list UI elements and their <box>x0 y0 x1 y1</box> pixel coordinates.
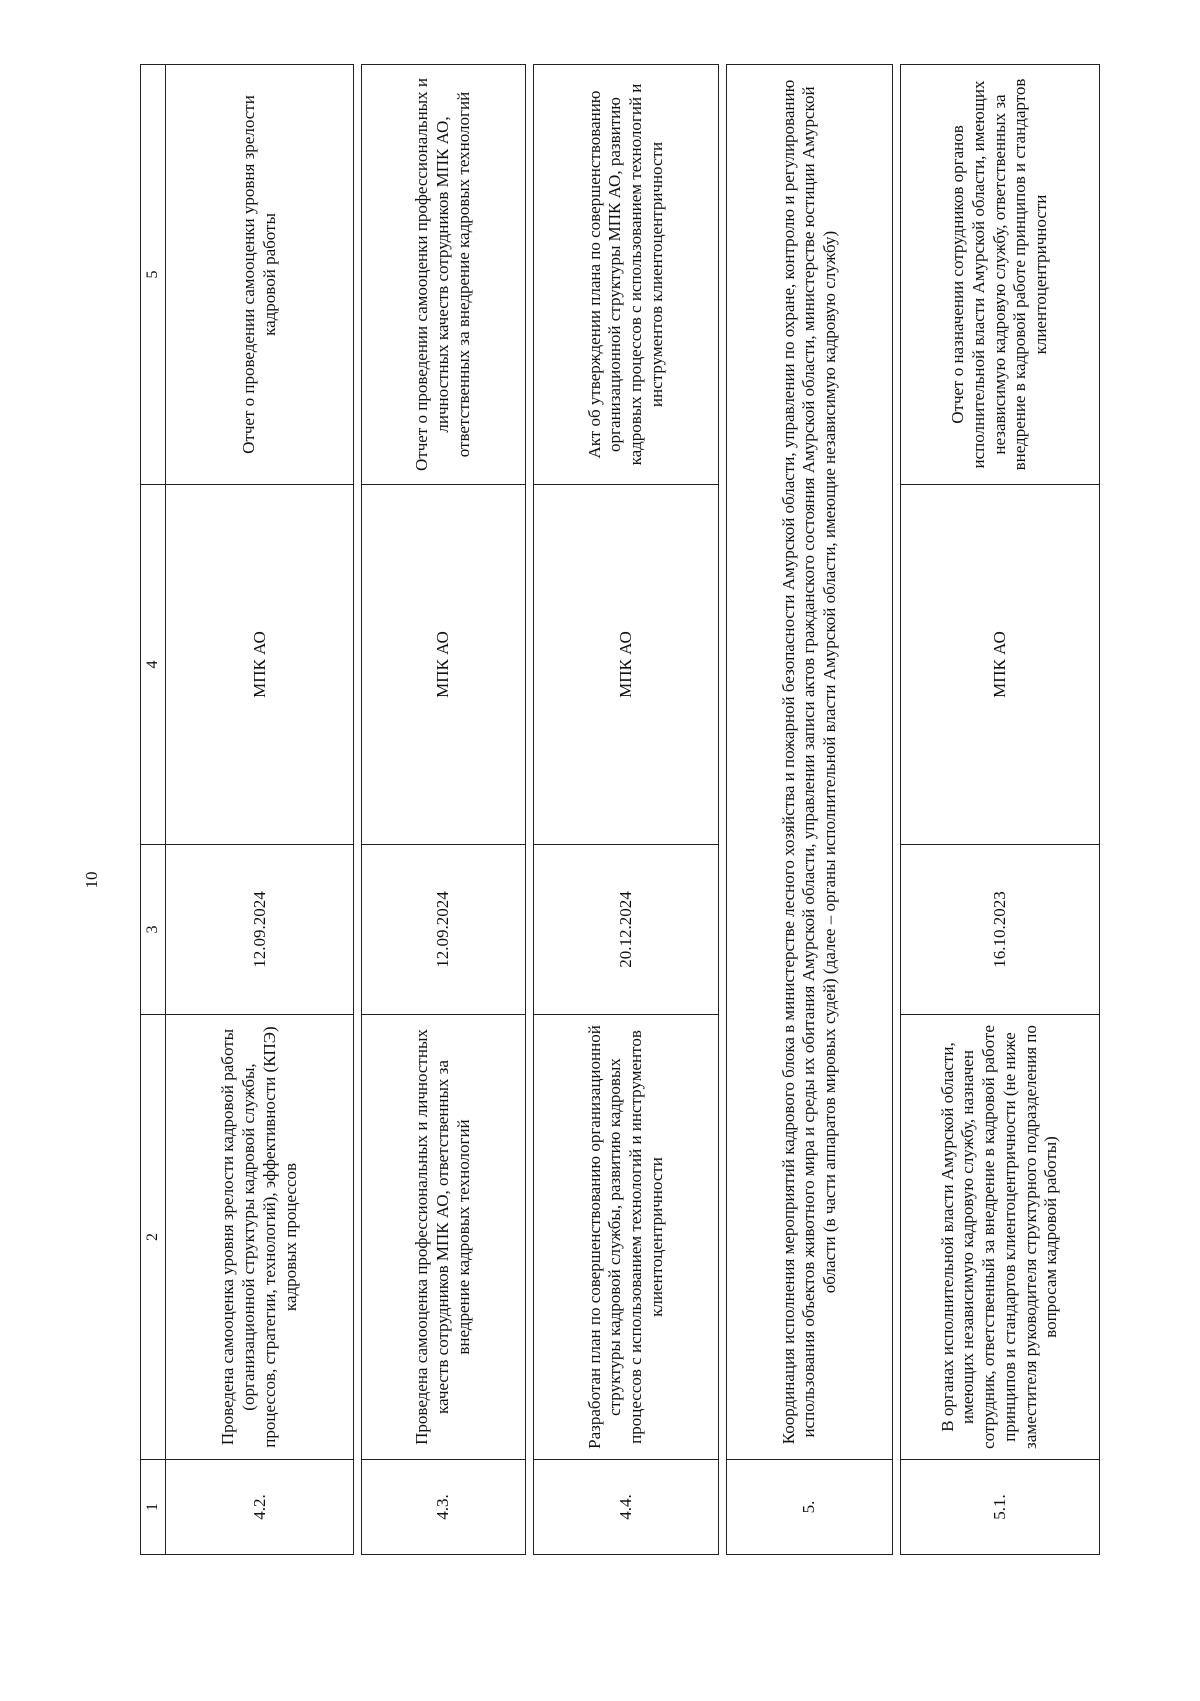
row-number: 5. <box>727 1460 893 1555</box>
header-cell: 5 <box>141 65 166 485</box>
row-responsible: МПК АО <box>166 485 354 845</box>
row-separator <box>719 65 727 1555</box>
row-result: Акт об утверждении плана по совершенствованию организационной структуры МПК АО, развитию кадровых процессов с использованием технологий и инструментов клиентоцентричности <box>533 65 719 485</box>
row-number: 4.4. <box>533 1460 719 1555</box>
row-separator <box>525 65 533 1555</box>
row-date: 12.09.2024 <box>166 845 354 1015</box>
row-responsible: МПК АО <box>362 485 526 845</box>
row-number: 4.2. <box>166 1460 354 1555</box>
row-event: Проведена самооценка профессиональных и личностных качеств сотрудников МПК АО, ответственных за внедрение кадровых технологий <box>362 1015 526 1460</box>
row-number: 4.3. <box>362 1460 526 1555</box>
row-event: Разработан план по совершенствованию организационной структуры кадровой службы, развитию кадровых процессов с использованием технологий и инструментов клиентоцентричности <box>533 1015 719 1460</box>
table-row <box>727 65 893 1555</box>
row-date: 12.09.2024 <box>362 845 526 1015</box>
page-number: 10 <box>82 871 101 889</box>
row-number: 5.1. <box>900 1460 1099 1555</box>
table-row <box>900 65 1099 1555</box>
row-separator <box>893 65 901 1555</box>
row-date: 16.10.2023 <box>900 845 1099 1015</box>
header-cell: 2 <box>141 1015 166 1460</box>
header-cell: 3 <box>141 845 166 1015</box>
row-event: В органах исполнительной власти Амурской области, имеющих независимую кадровую службу, назначен сотрудник, ответственный за внедрение в кадровой работе принципов и стандартов клиентоцентричности (не ниже заместителя руководителя структурного подразделения по вопросам кадровой работы) <box>900 1015 1099 1460</box>
table-row <box>166 65 354 1555</box>
events-table <box>140 64 1100 1555</box>
row-result: Отчет о проведении самооценки уровня зрелости кадровой работы <box>166 65 354 485</box>
row-responsible: МПК АО <box>900 485 1099 845</box>
row-date: 20.12.2024 <box>533 845 719 1015</box>
header-cell: 4 <box>141 485 166 845</box>
row-responsible: МПК АО <box>533 485 719 845</box>
table-row <box>533 65 719 1555</box>
row-separator <box>354 65 362 1555</box>
row-result: Отчет о проведении самооценки профессиональных и личностных качеств сотрудников МПК АО, ответственных за внедрение кадровых технологий <box>362 65 526 485</box>
row-result: Отчет о назначении сотрудников органов исполнительной власти Амурской области, имеющих независимую кадровую службу, ответственных за внедрение в кадровой работе принципов и стандартов клиентоцентричности <box>900 65 1099 485</box>
header-cell: 1 <box>141 1460 166 1555</box>
table-row <box>362 65 526 1555</box>
table-container <box>140 65 1100 1555</box>
row-event: Проведена самооценка уровня зрелости кадровой работы (организационной структуры кадровой службы, процессов, стратегии, технологий), эффективности (КПЭ) кадровых процессов <box>166 1015 354 1460</box>
table-header-row <box>141 65 166 1555</box>
row-section-title: Координация исполнения мероприятий кадрового блока в министерстве лесного хозяйства и пожарной безопасности Амурской области, управлении по охране, контролю и регулированию использования объектов животного мира и среды их обитания Амурской области, управлении записи актов гражданского состояния Амурской области, министерстве юстиции Амурской области (в части аппаратов мировых судей) (далее – органы исполнительной власти Амурской области, имеющие независимую кадровую службу) <box>727 65 893 1460</box>
